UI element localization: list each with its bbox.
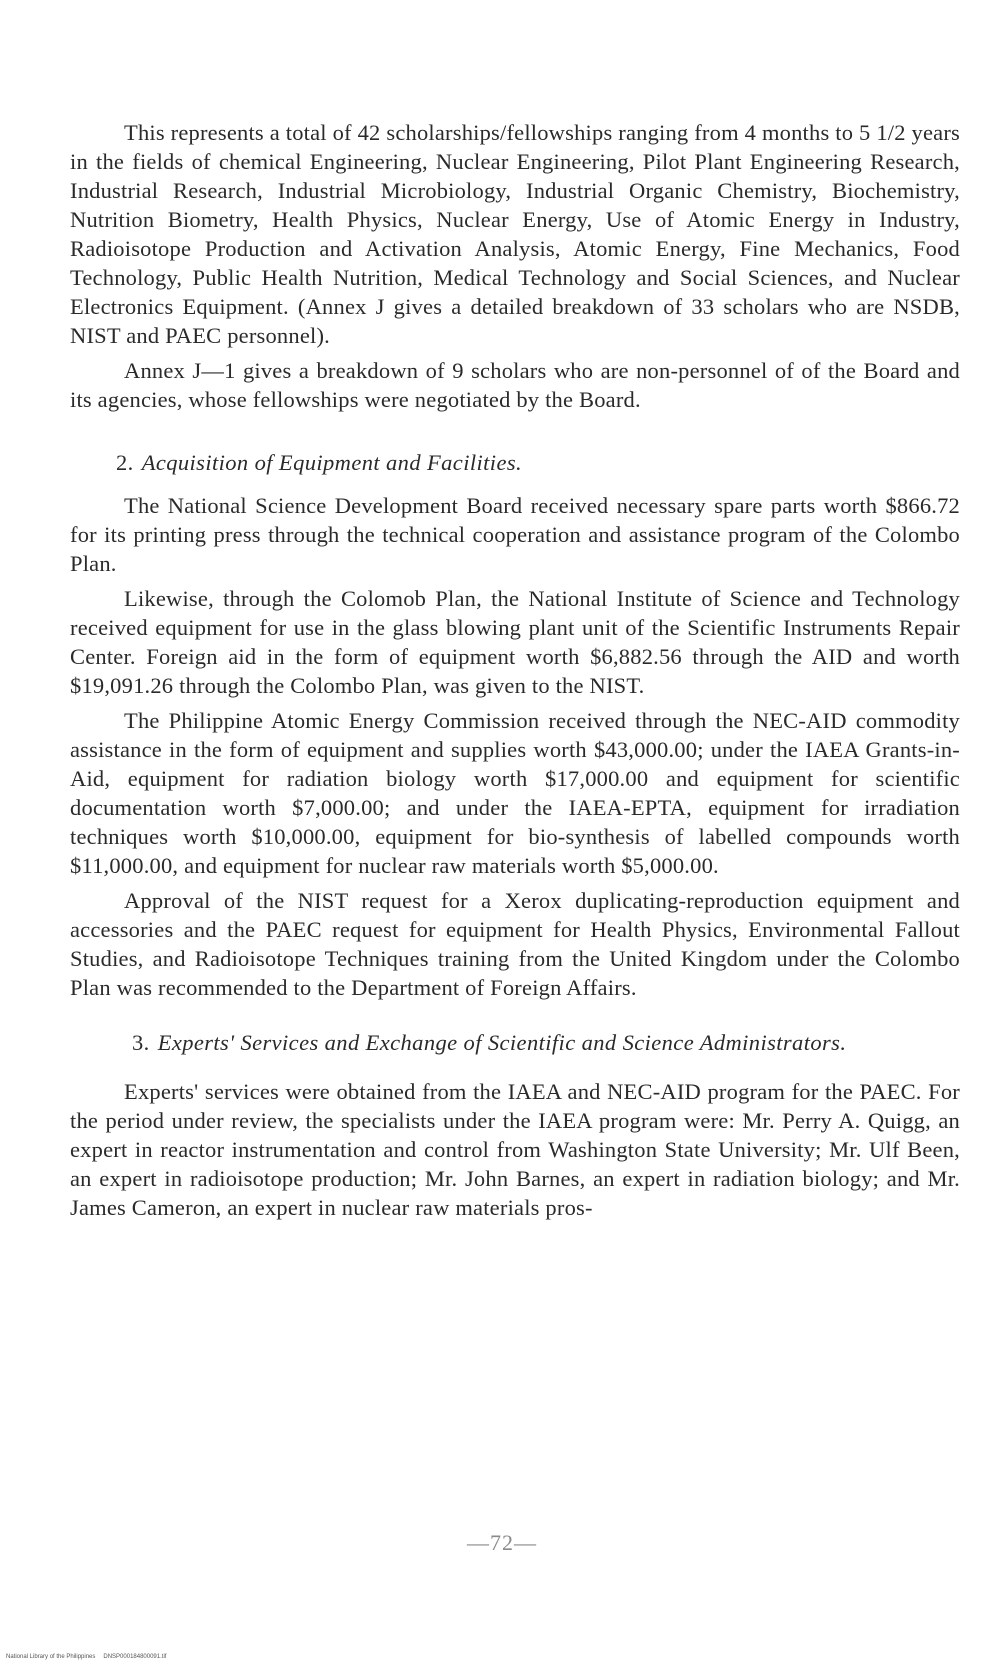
section3-paragraph-1: Experts' services were obtained from the IAEA and NEC-AID program for the PAEC. For the period under review, the specialists under the IAEA program were: Mr. Perry A. Quigg, an expert in reactor instrumentation and control from Washington State University; Mr. Ulf Been, an expert in radioisotope production; Mr. John Barnes, an expert in radiation biology; and Mr. James Cameron, an expert in nuclear raw materials pros- xyxy=(70,1079,960,1220)
scan-footer xyxy=(6,1654,166,1660)
intro-paragraph-1: This represents a total of 42 scholarships/fellowships ranging from 4 months to 5 1/2 years in the fields of chemical Engineering, Nuclear Engineering, Pilot Plant Engineering Research, Industrial Research, Industrial Microbiology, Industrial Organic Chemistry, Biochemistry, Nutrition Biometry, Health Physics, Nuclear Energy, Use of Atomic Energy in Industry, Radioisotope Production and Activation Analysis, Atomic Energy, Fine Mechanics, Food Technology, Public Health Nutrition, Medical Technology and Social Sciences, and Nuclear Electronics Equipment. (Annex J gives a detailed breakdown of 33 scholars who are NSDB, NIST and PAEC personnel). xyxy=(70,120,960,348)
section2-paragraph-2: Likewise, through the Colomob Plan, the National Institute of Science and Technology received equipment for use in the glass blowing plant unit of the Scientific Instruments Repair Center. Foreign aid in the form of equipment worth $6,882.56 through the AID and worth $19,091.26 through the Colombo Plan, was given to the NIST. xyxy=(70,586,960,698)
section-title: Acquisition of Equipment and Facilities. xyxy=(141,450,523,475)
section2-paragraph-3: The Philippine Atomic Energy Commission received through the NEC-AID commodity assistance in the form of equipment and supplies worth $43,000.00; under the IAEA Grants-in-Aid, equipment for radiation biology worth $17,000.00 and equipment for scientific documentation worth $7,000.00; and under the IAEA-EPTA, equipment for irradiation techniques worth $10,000.00, equipment for bio-synthesis of labelled compounds worth $11,000.00, and equipment for nuclear raw materials worth $5,000.00. xyxy=(70,708,960,878)
section-number: 2. xyxy=(116,450,134,475)
intro-paragraph-2: Annex J—1 gives a breakdown of 9 scholars who are non-personnel of of the Board and its agencies, whose fellowships were negotiated by the Board. xyxy=(70,358,960,412)
section2-paragraph-4: Approval of the NIST request for a Xerox duplicating-reproduction equipment and accessories and the PAEC request for equipment for Health Physics, Environmental Fallout Studies, and Radioisotope Techniques training from the United Kingdom under the Colombo Plan was recommended to the Department of Foreign Affairs. xyxy=(70,888,960,1000)
section-heading-3 xyxy=(70,1028,960,1057)
section-number: 3. xyxy=(132,1030,150,1055)
library-credit: National Library of the Philippines xyxy=(6,1654,96,1660)
section-title: Experts' Services and Exchange of Scientific and Science Administrators. xyxy=(157,1030,847,1055)
page-number: —72— xyxy=(467,1530,537,1555)
document-page xyxy=(70,118,960,1222)
section-heading-2 xyxy=(70,448,960,477)
section2-paragraph-1: The National Science Development Board received necessary spare parts worth $866.72 for its printing press through the technical cooperation and assistance program of the Colombo Plan. xyxy=(70,493,960,576)
file-identifier: DNSP000184800091.tif xyxy=(103,1654,167,1660)
